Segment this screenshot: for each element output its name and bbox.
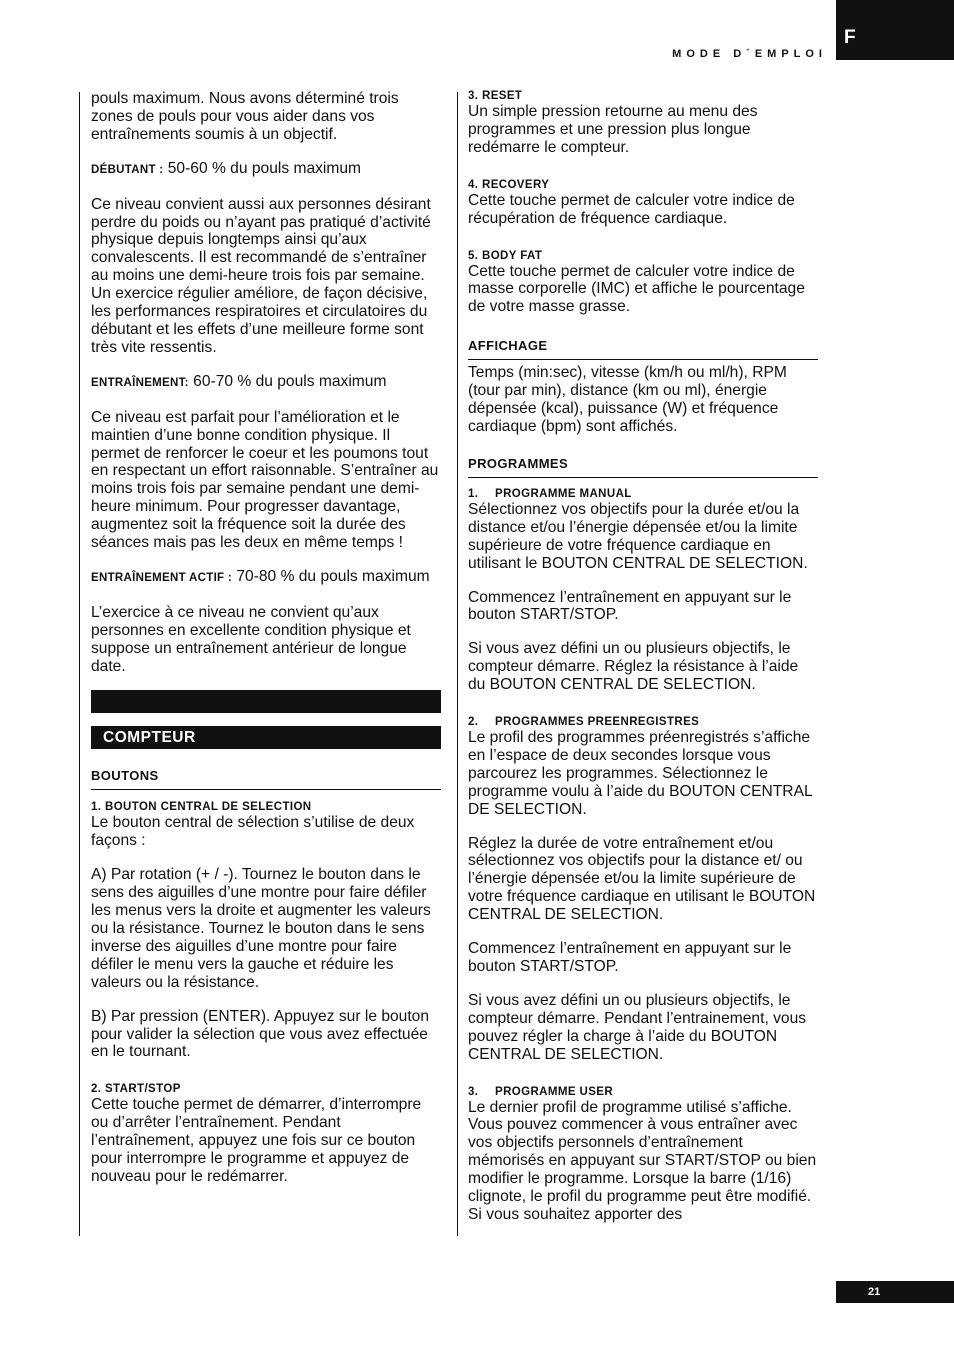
zone-debutant-label: DÉBUTANT : xyxy=(91,163,164,176)
boutons-heading: BOUTONS xyxy=(91,768,441,790)
programme-manual-title: PROGRAMME MANUAL xyxy=(495,487,632,500)
programmes-preenregistres-paragraph-2: Réglez la durée de votre entraînement et/ou sélectionnez vos objectifs pour la distance et/ ou l’énergie dépensée et/ou la limite supérieure de votre fréquence cardiaque en utilisant le BOUTON CENTRAL DE SELECTION. xyxy=(468,834,816,924)
actif-paragraph: L’exercice à ce niveau ne convient qu’aux personnes en excellente condition physique et suppose un entraînement antérieur de longue date. xyxy=(91,603,411,675)
button5-heading: 5. BODY FAT xyxy=(468,249,543,262)
intro-paragraph: pouls maximum. Nous avons déterminé trois zones de pouls pour vous aider dans vos entraînements soumis à un objectif. xyxy=(91,90,399,143)
left-column xyxy=(91,90,441,1186)
zone-entrainement-label: ENTRAÎNEMENT: xyxy=(91,376,189,389)
zone-entrainement-value: 60-70 % du pouls maximum xyxy=(188,372,387,390)
center-column-rule xyxy=(457,92,458,1236)
programme-user-paragraph: Le dernier profil de programme utilisé s’affiche. Vous pouvez commencer à vous entraîner avec vos objectifs personnels d’entraînement mémorisés en appuyant sur START/STOP ou bien modifier le programme. Lorsque la barre (1/16) clignote, le profil du programme peut être modifié. Si vous souhaitez apporter des xyxy=(468,1098,817,1223)
zone-debutant xyxy=(91,160,441,180)
language-letter: F xyxy=(844,27,856,48)
programme-user-heading xyxy=(468,1086,818,1099)
language-tab xyxy=(836,0,954,60)
programmes-preenregistres-heading xyxy=(468,716,818,729)
section-title-compteur: COMPTEUR xyxy=(91,726,441,749)
debutant-paragraph: Ce niveau convient aussi aux personnes désirant perdre du poids ou n’ayant pas pratiqué d’activité physique depuis longtemps ainsi qu’aux convalescents. Il est recommandé de s’entraîner au moins une demi-heure trois fois par semaine. Un exercice régulier améliore, de façon décisive, les performances respiratoires et circulatoires du débutant et les effets d’une meilleure forme sont très vite ressentis. xyxy=(91,195,431,356)
programme-manual-paragraph-1: Sélectionnez vos objectifs pour la durée et/ou la distance et/ou l’énergie dépensée et/ou la limite supérieure de votre fréquence cardiaque en utilisant le BOUTON CENTRAL DE SELECTION. xyxy=(468,500,808,572)
programme-manual-heading xyxy=(468,488,818,501)
zone-actif-value: 70-80 % du pouls maximum xyxy=(232,567,430,585)
zone-actif-label: ENTRAÎNEMENT ACTIF : xyxy=(91,571,233,584)
button4-paragraph: Cette touche permet de calculer votre indice de récupération de fréquence cardiaque. xyxy=(468,191,795,227)
button1-paragraph-1: Le bouton central de sélection s’utilise de deux façons : xyxy=(91,814,415,850)
entrainement-paragraph: Ce niveau est parfait pour l’amélioration et le maintien d’une bonne condition physique. Il permet de renforcer le coeur et les poumons tout en respectant un effort raisonnable. S’entraîner au moins trois fois par semaine pendant une demi-heure minimum. Pour progresser davantage, augmentez soit la fréquence soit la durée des séances mais pas les deux en même temps ! xyxy=(91,408,439,552)
button2-paragraph: Cette touche permet de démarrer, d’interrompre ou d’arrêter l’entraînement. Pendant l’entraînement, appuyez une fois sur ce bouton pour interrompre le programme et appuyez de nouveau pour le redémarrer. xyxy=(91,1096,422,1185)
affichage-paragraph: Temps (min:sec), vitesse (km/h ou ml/h), RPM (tour par min), distance (km ou ml), énergie dépensée (kcal), puissance (W) et fréquence cardiaque (bpm) sont affichés. xyxy=(468,364,787,435)
programmes-preenregistres-title: PROGRAMMES PREENREGISTRES xyxy=(495,716,700,729)
programmes-preenregistres-paragraph-4: Si vous avez défini un ou plusieurs objectifs, le compteur démarre. Pendant l’entrainement, vous pouvez régler la charge à l’aide du BOUTON CENTRAL DE SELECTION. xyxy=(468,991,807,1063)
programme-manual-number: 1. xyxy=(468,487,479,500)
programme-user-number: 3. xyxy=(468,1085,479,1098)
zone-actif xyxy=(91,568,441,588)
page-number: 21 xyxy=(836,1281,954,1303)
right-column xyxy=(468,90,818,1224)
zone-entrainement xyxy=(91,373,441,393)
button1-paragraph-2: A) Par rotation (+ / -). Tournez le bouton dans le sens des aiguilles d’une montre pour faire défiler les menus vers la droite et augmenter les valeurs ou la résistance. Tournez le bouton dans le sens inverse des aiguilles d’une montre pour faire défiler le menu vers la gauche et réduire les valeurs ou la résistance. xyxy=(91,866,431,991)
header-mode-label: MODE D´EMPLOI xyxy=(672,48,827,60)
programmes-preenregistres-number: 2. xyxy=(468,716,479,729)
programmes-heading: PROGRAMMES xyxy=(468,456,818,478)
button5-paragraph: Cette touche permet de calculer votre indice de masse corporelle (IMC) et affiche le pourcentage de votre masse grasse. xyxy=(468,262,805,316)
decorative-black-bar xyxy=(91,690,441,713)
button4-heading: 4. RECOVERY xyxy=(468,178,550,191)
programmes-preenregistres-paragraph-1: Le profil des programmes préenregistrés s’affiche en l’espace de deux secondes lorsque vous parcourez les programmes. Sélectionnez le programme voulu à l’aide du BOUTON CENTRAL DE SELECTION. xyxy=(468,729,813,818)
affichage-heading: AFFICHAGE xyxy=(468,338,818,360)
programme-manual-paragraph-2: Commencez l’entraînement en appuyant sur le bouton START/STOP. xyxy=(468,588,792,624)
button1-heading: 1. BOUTON CENTRAL DE SELECTION xyxy=(91,801,312,814)
programmes-preenregistres-paragraph-3: Commencez l’entraînement en appuyant sur le bouton START/STOP. xyxy=(468,940,792,975)
programme-manual-paragraph-3: Si vous avez défini un ou plusieurs objectifs, le compteur démarre. Réglez la résistance à l’aide du BOUTON CENTRAL DE SELECTION. xyxy=(468,640,799,694)
button3-heading: 3. RESET xyxy=(468,90,523,102)
button1-paragraph-3: B) Par pression (ENTER). Appuyez sur le bouton pour valider la sélection que vous avez effectuée en le tournant. xyxy=(91,1007,430,1061)
button2-heading: 2. START/STOP xyxy=(91,1083,181,1096)
button3-paragraph: Un simple pression retourne au menu des programmes et une pression plus longue redémarre le compteur. xyxy=(468,103,758,156)
zone-debutant-value: 50-60 % du pouls maximum xyxy=(163,159,362,177)
left-column-rule xyxy=(79,92,80,1236)
programme-user-title: PROGRAMME USER xyxy=(495,1085,614,1098)
